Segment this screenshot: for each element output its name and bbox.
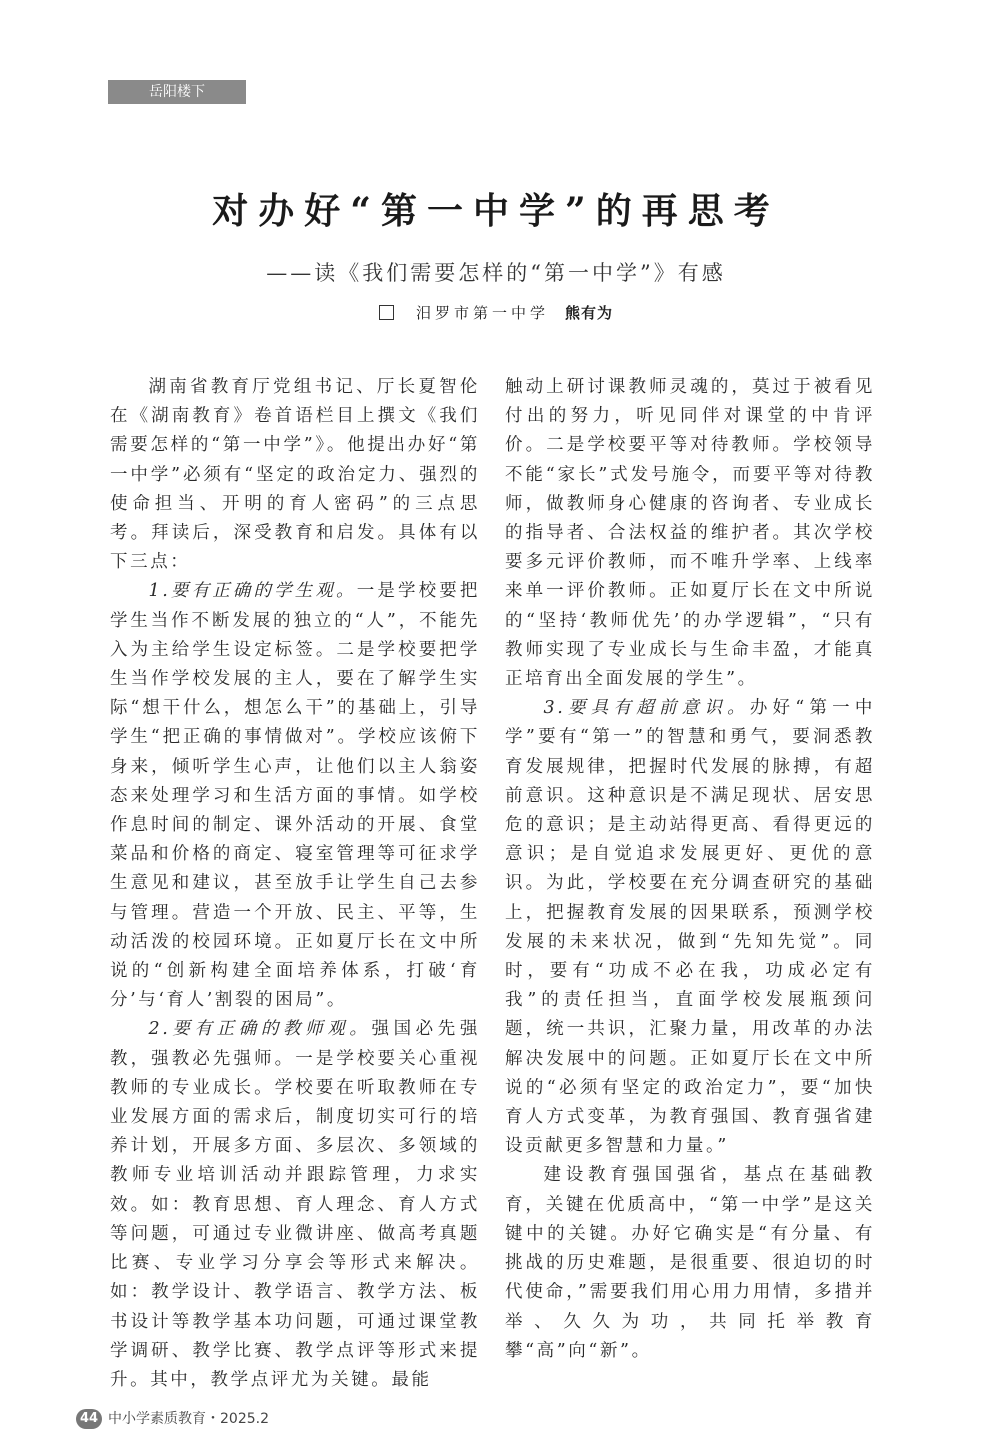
page-footer [76, 1409, 992, 1449]
paragraph: 湖南省教育厅党组书记、厅长夏智伦在《湖南教育》卷首语栏目上撰文《我们需要怎样的“第一中学”》。他提出办好“第一中学”必须有“坚定的政治定力、强烈的使命担当、开明的育人密码”的三点思考。拜读后，深受教育和启发。具体有以下三点： [110, 377, 480, 573]
article-body [0, 373, 992, 1395]
left-column [110, 373, 480, 1395]
paragraph-lead: 3.要具有超前意识。 [543, 698, 750, 719]
paragraph [505, 694, 875, 1161]
paragraph-lead: 2.要有正确的教师观。 [148, 1019, 372, 1040]
paragraph [110, 577, 480, 1015]
paragraph [110, 1015, 480, 1395]
paragraph: 建设教育强国强省，基点在基础教育，关键在优质高中，“第一中学”是这关键中的关键。办好它确实是“有分量、有挑战的历史难题，是很重要、很迫切的时代使命，”需要我们用心用力用情，多措并举、久久为功，共同托举教育攀“高”向“新”。 [505, 1165, 875, 1361]
paragraph-body: 办好“第一中学”要有“第一”的智慧和勇气，要洞悉教育发展规律，把握时代发展的脉搏，有超前意识。这种意识是不满足现状、居安思危的意识；是主动站得更高、看得更远的意识；是自觉追求发展更好、更优的意识。为此，学校要在充分调查研究的基础上，把握教育发展的因果联系，预测学校发展的未来状况，做到“先知先觉”。同时，要有“功成不必在我，功成必定有我”的责任担当，直面学校发展瓶颈问题，统一共识，汇聚力量，用改革的办法解决发展中的问题。正如夏厅长在文中所说的“必须有坚定的政治定力”，要“加快育人方式变革，为教育强国、教育强省建设贡献更多智慧和力量。” [505, 698, 875, 1157]
article-subtitle: ——读《我们需要怎样的“第一中学”》有感 [266, 261, 726, 285]
page-number: 44 [76, 1409, 102, 1429]
paragraph: 触动上研讨课教师灵魂的，莫过于被看见付出的努力，听见同伴对课堂的中肯评价。二是学校要平等对待教师。学校领导不能“家长”式发号施令，而要平等对待教师，做教师身心健康的咨询者、专业成长的指导者、合法权益的维护者。其次学校要多元评价教师，而不唯升学率、上线率来单一评价教师。正如夏厅长在文中所说的“坚持‘教师优先’的办学逻辑”，“只有教师实现了专业成长与生命丰盈，才能真正培育出全面发展的学生”。 [505, 377, 875, 690]
section-tag: 岳阳楼下 [108, 80, 246, 104]
author-name: 熊有为 [565, 304, 614, 322]
page-header [0, 0, 992, 373]
publication-info: 中小学素质教育・2025.2 [108, 1411, 269, 1428]
paragraph-body: 强国必先强教，强教必先强师。一是学校要关心重视教师的专业成长。学校要在听取教师在专业发展方面的需求后，制度切实可行的培养计划，开展多方面、多层次、多领域的教师专业培训活动并跟踪管理，力求实效。如：教育思想、育人理念、育人方式等问题，可通过专业微讲座、做高考真题比赛、专业学习分享会等形式来解决。如：教学设计、教学语言、教学方法、板书设计等教学基本功问题，可通过课堂教学调研、教学比赛、教学点评等形式来提升。其中，教学点评尤为关键。最能 [110, 1019, 481, 1390]
author-school: 汨罗市第一中学 [415, 304, 549, 322]
square-icon [379, 305, 394, 320]
paragraph-lead: 1.要有正确的学生观。 [148, 581, 357, 602]
right-column [505, 373, 875, 1366]
article-title: 对办好“第一中学”的再思考 [212, 190, 780, 232]
byline [0, 302, 992, 324]
paragraph-body: 一是学校要把学生当作不断发展的独立的“人”，不能先入为主给学生设定标签。二是学校要把学生当作学校发展的主人，要在了解学生实际“想干什么，想怎么干”的基础上，引导学生“把正确的事情做对”。学校应该俯下身来，倾听学生心声，让他们以主人翁姿态来处理学习和生活方面的事情。如学校作息时间的制定、课外活动的开展、食堂菜品和价格的商定、寝室管理等可征求学生意见和建议，甚至放手让学生自己去参与管理。营造一个开放、民主、平等，生动活泼的校园环境。正如夏厅长在文中所说的“创新构建全面培养体系，打破‘育分’与‘育人’割裂的困局”。 [110, 581, 481, 1011]
